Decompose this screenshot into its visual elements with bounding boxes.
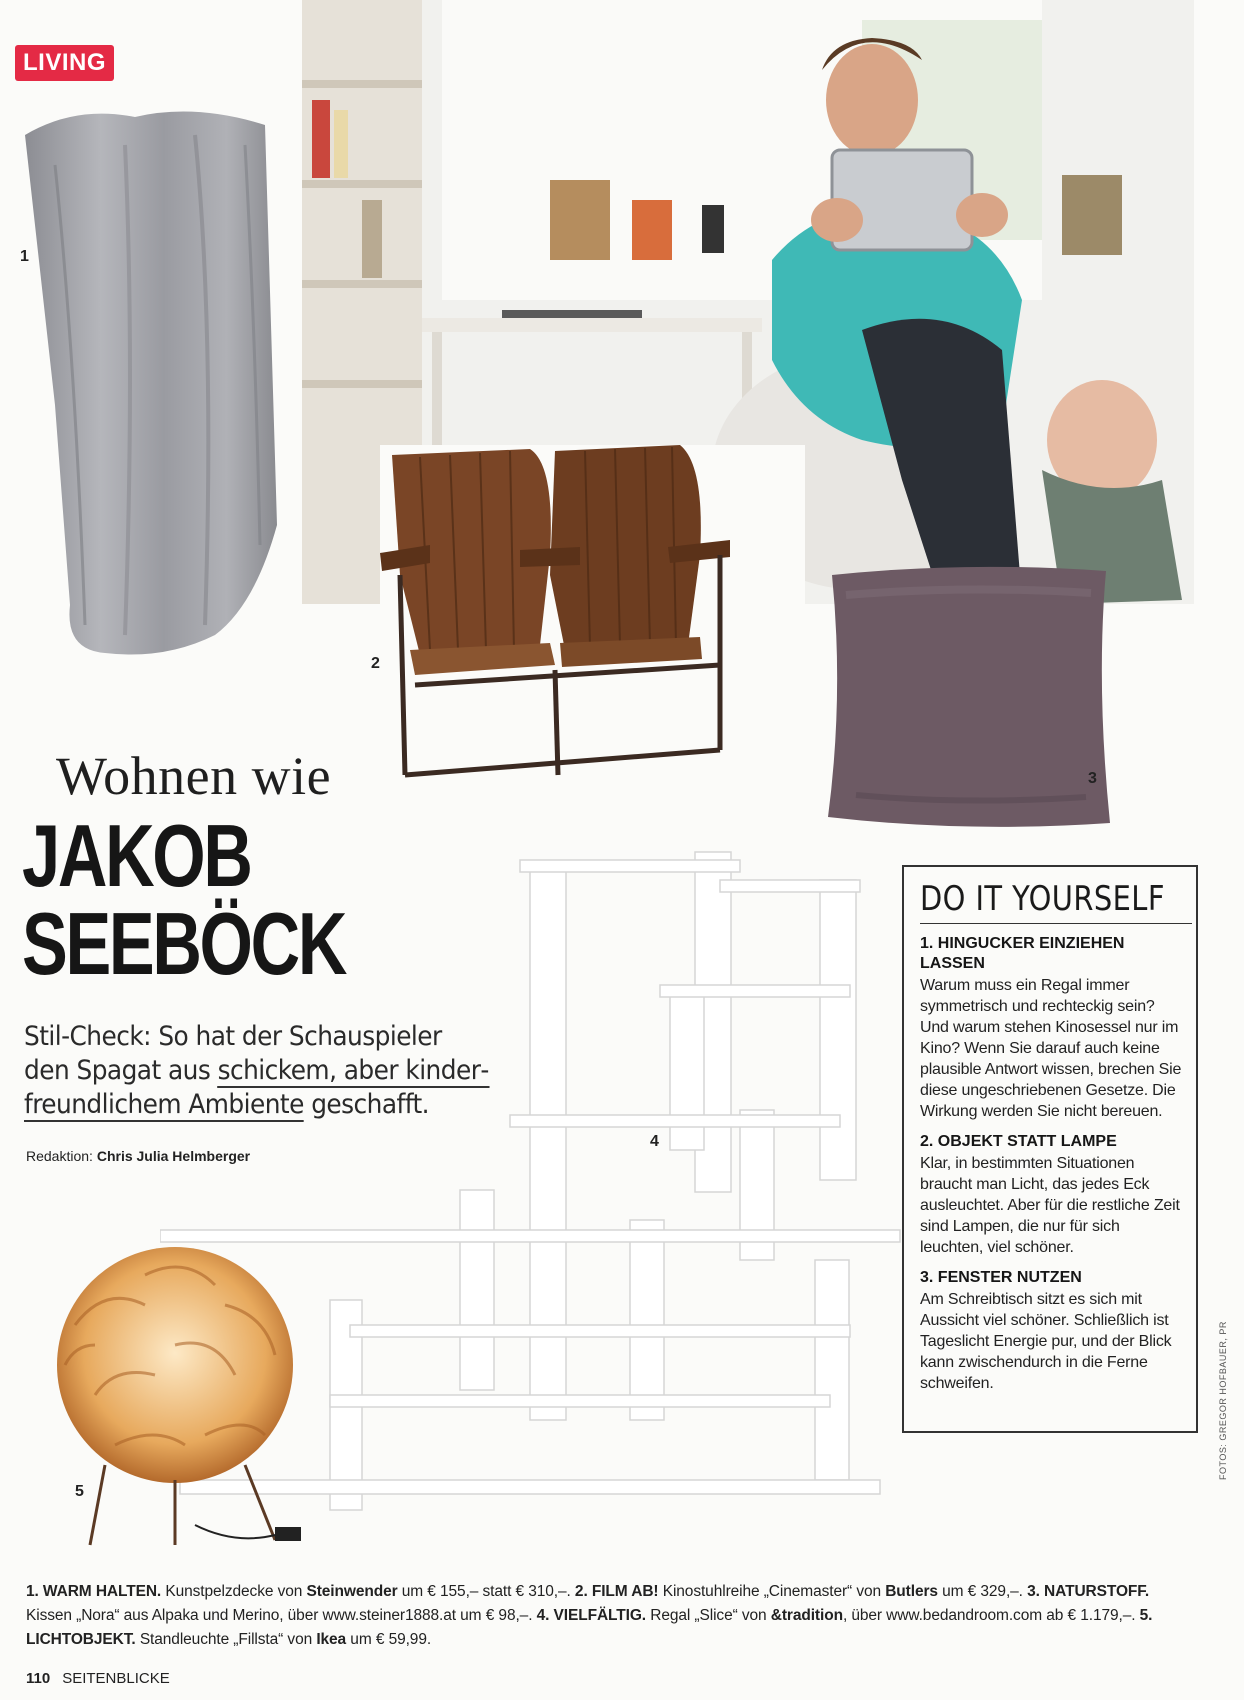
credit-name: Chris Julia Helmberger [96, 1148, 251, 1164]
subhead-underlined: schickem, aber kinderfreundlichem Ambiente [24, 1055, 490, 1120]
caption-4-price: , über www.bedandroom.com ab € 1.179,–. [842, 1607, 1140, 1624]
diy-item-1-text: Warum muss ein Regal immer symmetrisch und rechteckig sein? Und warum stehen Kinosessel nur im Kino? Wenn Sie darauf auch keine plausible Antwort wissen, brechen Sie diese ungeschriebenen Gesetze. Die Wirkung werden Sie nicht bereuen. [920, 977, 1182, 1120]
caption-1-head: 1. WARM HALTEN. [26, 1583, 162, 1600]
caption-5-head: 5. LICHTOBJEKT. [26, 1607, 1153, 1648]
caption-4-brand: &tradition [770, 1607, 843, 1624]
diy-title: DO IT YOURSELF [920, 879, 1192, 924]
paper-lamp-image [35, 1245, 345, 1555]
subhead-part1: Stil-Check: So hat der Schauspieler den Spagat aus [24, 1021, 442, 1086]
magazine-name: SEITENBLICKE [62, 1670, 170, 1687]
caption-2-text: Kinostuhlreihe „Cinemaster“ von [658, 1583, 886, 1600]
subhead-part2: geschafft. [303, 1089, 429, 1120]
caption-3-head: 3. NATURSTOFF. [1027, 1583, 1150, 1600]
item-number-5: 5 [75, 1483, 84, 1500]
diy-box [902, 865, 1198, 1433]
caption-1-text: Kunstpelzdecke von [161, 1583, 307, 1600]
headline-name-last: SEEBÖCK [22, 894, 346, 993]
photo-credit: FOTOS: GREGOR HOFBAUER, PR [1218, 1321, 1228, 1480]
caption-2-brand: Butlers [885, 1583, 938, 1600]
page-number: 110 [26, 1670, 51, 1687]
caption-4-head: 4. VIELFÄLTIG. [536, 1607, 647, 1624]
caption-4-text: Regal „Slice“ von [646, 1607, 771, 1624]
credit-label: Redaktion: [26, 1148, 93, 1164]
item-number-3: 3 [1088, 770, 1097, 787]
page-footer [26, 1670, 170, 1687]
caption-5-brand: Ikea [316, 1631, 347, 1648]
fur-blanket-image [15, 105, 280, 665]
diy-item-3-text: Am Schreibtisch sitzt es sich mit Aussicht viel schöner. Schließlich ist Tageslicht Energie pur, und der Blick kann zwischendurch in die Ferne schweifen. [920, 1291, 1172, 1392]
caption-5-price: um € 59,99. [346, 1631, 432, 1648]
item-number-4: 4 [650, 1133, 659, 1150]
caption-2-price: um € 329,–. [937, 1583, 1028, 1600]
cinema-seat-image [380, 445, 805, 790]
caption-5-text: Standleuchte „Fillsta“ von [135, 1631, 317, 1648]
diy-item-2-head: 2. OBJEKT STATT LAMPE [920, 1133, 1117, 1150]
diy-item-1-head: 1. HINGUCKER EINZIEHEN LASSEN [920, 935, 1125, 972]
item-number-1: 1 [20, 248, 29, 265]
caption-3-text: Kissen „Nora“ aus Alpaka und Merino, über www.steiner1888.at um € 98,–. [26, 1607, 537, 1624]
item-number-2: 2 [371, 655, 380, 672]
caption-1-brand: Steinwender [306, 1583, 398, 1600]
product-captions [26, 1580, 1176, 1652]
caption-2-head: 2. FILM AB! [574, 1583, 659, 1600]
diy-item-2-text: Klar, in bestimmten Situationen braucht man Licht, das jedes Eck ausleuchtet. Aber für die restliche Zeit sind Lampen, die nur für sich leuchten, viel schöner. [920, 1155, 1180, 1256]
diy-item-3-head: 3. FENSTER NUTZEN [920, 1269, 1082, 1286]
headline-name-first: JAKOB [22, 806, 251, 905]
caption-1-price: um € 155,– statt € 310,–. [397, 1583, 575, 1600]
headline-kicker: Wohnen wie [56, 746, 332, 806]
cushion-image [826, 565, 1111, 830]
section-tag: LIVING [15, 45, 114, 81]
